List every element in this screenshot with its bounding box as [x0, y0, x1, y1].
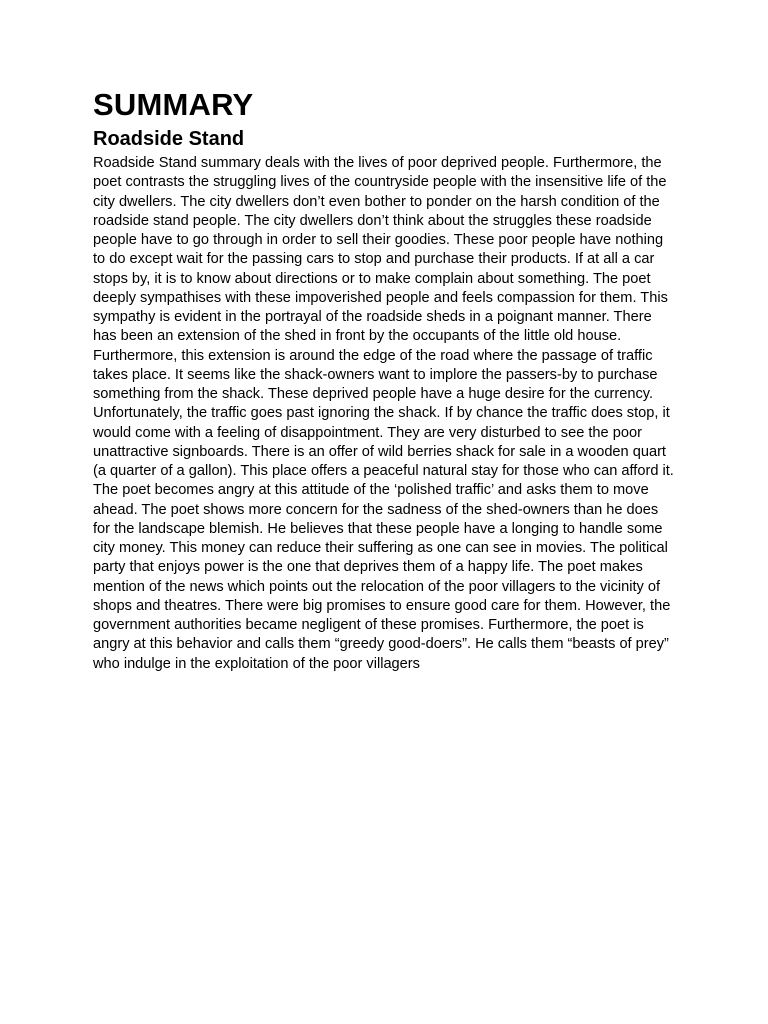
document-body-paragraph: Roadside Stand summary deals with the lives of poor deprived people. Furthermore, the poet contrasts the struggling lives of the countryside people with the insensitive life of the city dwellers. The city dwellers don’t even bother to ponder on the harsh condition of the roadside stand people. The city dwellers don’t think about the struggles these roadside people have to go through in order to sell their goodies. These poor people have nothing to do except wait for the passing cars to stop and purchase their products. If at all a car stops by, it is to know about directions or to make complain about something. The poet deeply sympathises with these impoverished people and feels compassion for them. This sympathy is evident in the portrayal of the roadside sheds in a poignant manner. There has been an extension of the shed in front by the occupants of the little old house. Furthermore, this extension is around the edge of the road where the passage of traffic takes place. It seems like the shack-owners want to implore the passers-by to purchase something from the shack. These deprived people have a huge desire for the currency. Unfortunately, the traffic goes past ignoring the shack. If by chance the traffic does stop, it would come with a feeling of disappointment. They are very disturbed to see the poor unattractive signboards. There is an offer of wild berries shack for sale in a wooden quart (a quarter of a gallon). This place offers a peaceful natural stay for those who can afford it. The poet becomes angry at this attitude of the ‘polished traffic’ and asks them to move ahead. The poet shows more concern for the sadness of the shed-owners than he does for the landscape blemish. He believes that these people have a longing to handle some city money. This money can reduce their suffering as one can see in movies. The political party that enjoys power is the one that deprives them of a happy life. The poet makes mention of the news which points out the relocation of the poor villagers to the vicinity of shops and theatres. There were big promises to ensure good care for them. However, the government authorities became negligent of these promises. Furthermore, the poet is angry at this behavior and calls them “greedy good-doers”. He calls them “beasts of prey” who indulge in the exploitation of the poor villagers: [93, 155, 674, 672]
document-title: SUMMARY: [93, 87, 254, 122]
document-subtitle: Roadside Stand: [93, 128, 245, 150]
document-page: [93, 86, 678, 674]
